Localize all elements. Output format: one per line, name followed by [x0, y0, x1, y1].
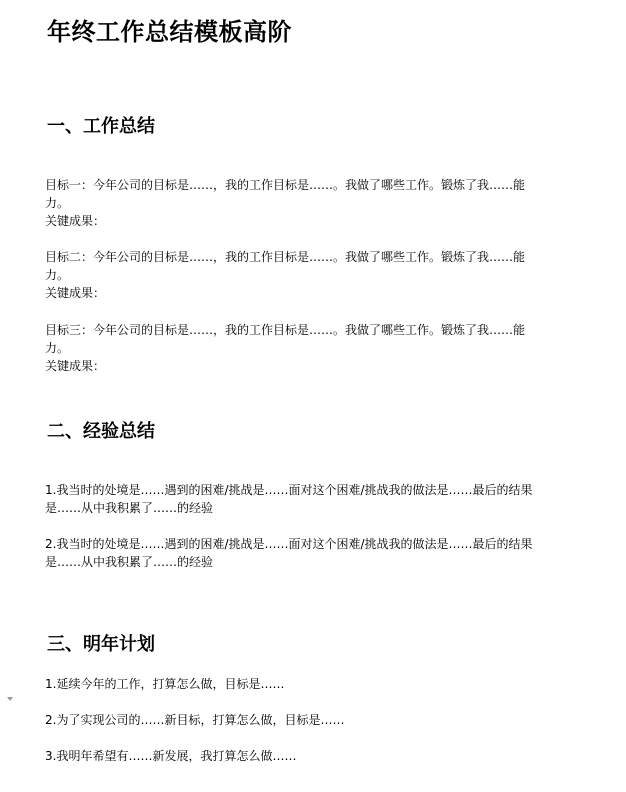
plan-item-3: 3.我明年希望有……新发展，我打算怎么做…… — [45, 749, 297, 763]
experience-item-2: 2.我当时的处境是……遇到的困难/挑战是……面对这个困难/挑战我的做法是……最后的结果是……从中我积累了……的经验 — [45, 537, 533, 569]
goal-one-text: 目标一：今年公司的目标是……，我的工作目标是……。我做了哪些工作。锻炼了我……能力。 — [45, 178, 526, 210]
plan-item-1: 1.延续今年的工作，打算怎么做，目标是…… — [45, 677, 285, 691]
goal-two-result-label: 关键成果： — [45, 286, 106, 300]
section-heading-work-summary: 一、工作总结 — [47, 116, 155, 137]
section-heading-next-year-plan: 三、明年计划 — [47, 634, 155, 655]
plan-item-2: 2.为了实现公司的……新目标，打算怎么做，目标是…… — [45, 713, 345, 727]
margin-marker-icon — [7, 697, 13, 701]
section-heading-experience-summary: 二、经验总结 — [47, 421, 155, 442]
goal-one-result-label: 关键成果： — [45, 214, 106, 228]
goal-two-text: 目标二：今年公司的目标是……，我的工作目标是……。我做了哪些工作。锻炼了我……能力。 — [45, 250, 526, 282]
document-title: 年终工作总结模板高阶 — [47, 18, 292, 46]
goal-three-text: 目标三：今年公司的目标是……，我的工作目标是……。我做了哪些工作。锻炼了我……能力。 — [45, 323, 526, 355]
experience-item-1: 1.我当时的处境是……遇到的困难/挑战是……面对这个困难/挑战我的做法是……最后的结果是……从中我积累了……的经验 — [45, 483, 533, 515]
goal-three-result-label: 关键成果： — [45, 359, 106, 373]
